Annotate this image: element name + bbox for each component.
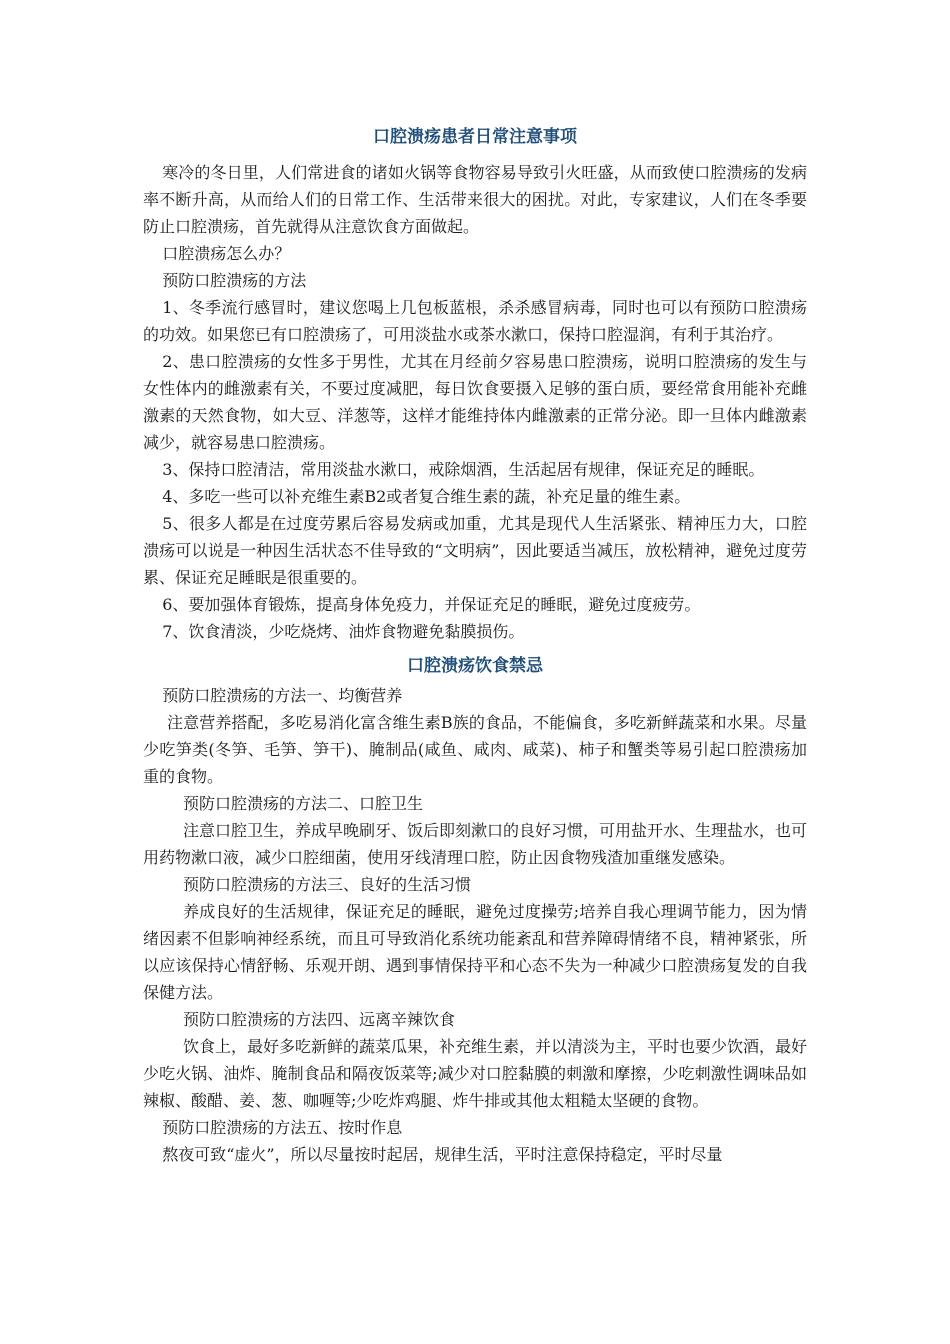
tip-7: 7、饮食清淡，少吃烧烤、油炸食物避免黏膜损伤。 xyxy=(162,622,525,641)
tip-6: 6、要加强体育锻炼，提高身体免疫力，并保证充足的睡眠，避免过度疲劳。 xyxy=(162,595,701,614)
tip-1: 1、冬季流行感冒时，建议您喝上几包板蓝根，杀杀感冒病毒，同时也可以有预防口腔溃疡的功效。如果您已有口腔溃疡了，可用淡盐水或茶水漱口，保持口腔湿润，有利于其治疗。 xyxy=(143,298,807,344)
intro-paragraph: 寒冷的冬日里，人们常进食的诸如火锅等食物容易导致引火旺盛，从而致使口腔溃疡的发病率不断升高，从而给人们的日常工作、生活带来很大的困扰。对此，专家建议，人们在冬季要防止口腔溃疡，首先就得从注意饮食方面做起。 xyxy=(143,163,807,236)
document-page xyxy=(143,124,807,1168)
section-title: 口腔溃疡患者日常注意事项 xyxy=(373,127,577,147)
method-heading-1: 预防口腔溃疡的方法一、均衡营养 xyxy=(162,686,403,705)
method-heading-5: 预防口腔溃疡的方法五、按时作息 xyxy=(162,1118,403,1137)
method-body-1: 注意营养搭配，多吃易消化富含维生素B族的食品，不能偏食，多吃新鲜蔬菜和水果。尽量少吃笋类(冬笋、毛笋、笋干)、腌制品(咸鱼、咸肉、咸菜)、柿子和蟹类等易引起口腔溃疡加重的食物。 xyxy=(143,713,807,786)
method-heading-3: 预防口腔溃疡的方法三、良好的生活习惯 xyxy=(183,875,472,894)
tip-2: 2、患口腔溃疡的女性多于男性，尤其在月经前夕容易患口腔溃疡，说明口腔溃疡的发生与女性体内的雌激素有关，不要过度减肥，每日饮食要摄入足够的蛋白质，要经常食用能补充雌激素的天然食物，如大豆、洋葱等，这样才能维持体内雌激素的正常分泌。即一旦体内雌激素减少，就容易患口腔溃疡。 xyxy=(143,352,807,452)
method-body-2: 注意口腔卫生，养成早晚刷牙、饭后即刻漱口的良好习惯，可用盐开水、生理盐水，也可用药物漱口液，减少口腔细菌，使用牙线清理口腔，防止因食物残渣加重继发感染。 xyxy=(143,821,808,867)
method-heading-4: 预防口腔溃疡的方法四、远离辛辣饮食 xyxy=(183,1010,456,1029)
subheading-line: 预防口腔溃疡的方法 xyxy=(162,271,307,290)
tip-5: 5、很多人都是在过度劳累后容易发病或加重，尤其是现代人生活紧张、精神压力大，口腔溃疡可以说是一种因生活状态不佳导致的“文明病”，因此要适当减压，放松精神，避免过度劳累、保证充足睡眠是很重要的。 xyxy=(143,514,807,587)
method-body-4: 饮食上，最好多吃新鲜的蔬菜瓜果，补充维生素，并以清淡为主，平时也要少饮酒，最好少吃火锅、油炸、腌制食品和隔夜饭菜等;减少对口腔黏膜的刺激和摩擦，少吃刺激性调味品如辣椒、酸醋、姜、葱、咖喱等;少吃炸鸡腿、炸牛排或其他太粗糙太坚硬的食物。 xyxy=(143,1037,808,1110)
method-body-3: 养成良好的生活规律，保证充足的睡眠，避免过度操劳;培养自我心理调节能力，因为情绪因素不但影响神经系统，而且可导致消化系统功能紊乱和营养障碍情绪不良，精神紧张，所以应该保持心情舒畅、乐观开朗、遇到事情保持平和心态不失为一种减少口腔溃疡复发的自我保健方法。 xyxy=(143,902,807,1002)
question-line: 口腔溃疡怎么办？ xyxy=(162,244,291,263)
tip-3: 3、保持口腔清洁，常用淡盐水漱口，戒除烟酒，生活起居有规律，保证充足的睡眠。 xyxy=(162,460,765,479)
tip-4: 4、多吃一些可以补充维生素B2或者复合维生素的蔬，补充足量的维生素。 xyxy=(162,487,691,506)
method-body-5: 熬夜可致“虚火”，所以尽量按时起居，规律生活，平时注意保持稳定，平时尽量 xyxy=(162,1145,723,1164)
method-heading-2: 预防口腔溃疡的方法二、口腔卫生 xyxy=(183,794,424,813)
section-title: 口腔溃疡饮食禁忌 xyxy=(407,656,543,676)
